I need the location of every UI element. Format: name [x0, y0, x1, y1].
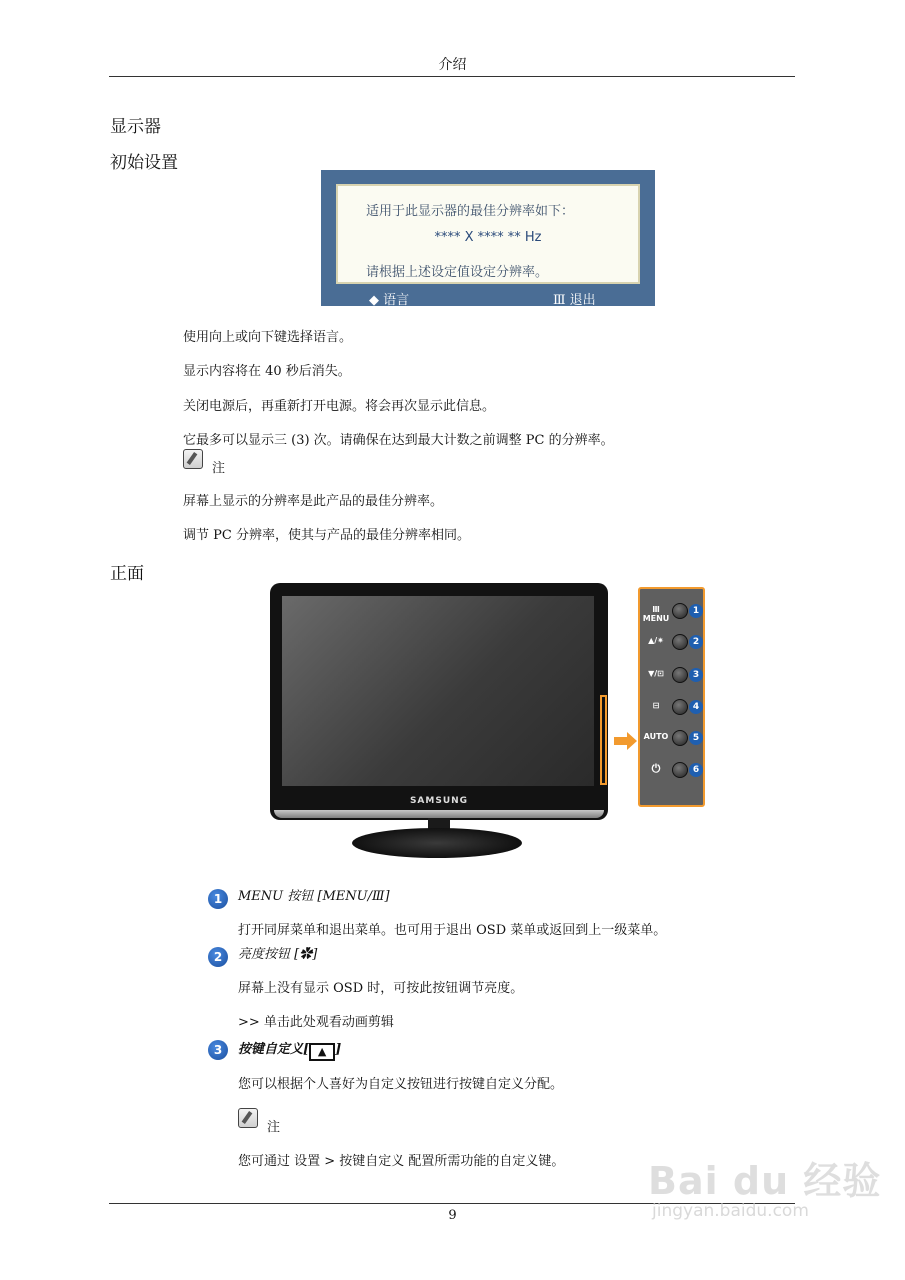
menu-icon: Ⅲ MENU: [642, 605, 670, 623]
baidu-watermark: [648, 1150, 881, 1221]
number-badge-1: 1: [208, 889, 228, 909]
panel-button-knob: [672, 603, 688, 619]
note-line: 屏幕上显示的分辨率是此产品的最佳分辨率。: [183, 494, 444, 509]
item-title-custom-key: [238, 1038, 341, 1061]
watermark-url: jingyan.baidu.com: [652, 1201, 809, 1221]
panel-number-badge: 3: [689, 668, 703, 682]
panel-number-badge: 2: [689, 635, 703, 649]
arrow-right-icon: [614, 737, 628, 745]
panel-number-badge: 4: [689, 700, 703, 714]
item-title-text: 按键自定义[: [238, 1042, 310, 1057]
panel-button-knob: [672, 699, 688, 715]
osd-resolution-value: **** X **** ** Hz: [434, 230, 542, 245]
item-title-brightness-button: 亮度按钮 [✿]: [238, 947, 318, 962]
section-title-monitor: 显示器: [110, 117, 161, 137]
item-desc: 打开同屏菜单和退出菜单。也可用于退出 OSD 菜单或返回到上一级菜单。: [238, 923, 667, 938]
monitor-screen: [282, 596, 594, 786]
section-title-front: 正面: [110, 564, 144, 584]
panel-button-down-custom: [640, 665, 703, 687]
enter-icon: ⊟: [652, 701, 660, 710]
note-line: 您可通过 设置 > 按键自定义 配置所需功能的自定义键。: [238, 1154, 565, 1169]
setup-paragraph: 使用向上或向下键选择语言。: [183, 330, 353, 345]
osd-message-box: [336, 184, 640, 284]
panel-button-knob: [672, 762, 688, 778]
panel-button-up-brightness: [640, 632, 703, 654]
panel-button-auto: [640, 728, 703, 750]
down-custom-icon: ▼/⊡: [648, 669, 664, 678]
monitor-brand-logo: SAMSUNG: [409, 796, 469, 806]
panel-button-enter: [640, 697, 703, 719]
setup-paragraph: 它最多可以显示三 (3) 次。请确保在达到最大计数之前调整 PC 的分辨率。: [183, 433, 614, 448]
page-header-title: 介绍: [438, 57, 467, 73]
button-area-highlight: [600, 695, 607, 785]
panel-number-badge: 6: [689, 763, 703, 777]
setup-paragraph: 显示内容将在 40 秒后消失。: [183, 364, 351, 379]
osd-resolution-dialog: [321, 170, 655, 306]
osd-line-1: 适用于此显示器的最佳分辨率如下：: [366, 204, 575, 219]
monitor-bottom-trim: [274, 810, 604, 818]
animation-clip-link[interactable]: >> 单击此处观看动画剪辑: [238, 1015, 394, 1030]
number-badge-3: 3: [208, 1040, 228, 1060]
watermark-logo-text: Bai du 经验: [648, 1159, 882, 1203]
control-button-panel: [638, 587, 705, 807]
up-brightness-icon: ▲/✷: [648, 636, 664, 645]
note-pencil-icon: [238, 1108, 258, 1128]
monitor-stand-base: [352, 828, 522, 858]
item-desc: 您可以根据个人喜好为自定义按钮进行按键自定义分配。: [238, 1077, 564, 1092]
power-icon: ⏻: [651, 762, 661, 775]
note-line: 调节 PC 分辨率，使其与产品的最佳分辨率相同。: [183, 528, 470, 543]
arrow-right-icon-head: [627, 732, 637, 750]
note-pencil-icon: [183, 449, 203, 469]
panel-button-knob: [672, 730, 688, 746]
item-desc: 屏幕上没有显示 OSD 时，可按此按钮调节亮度。: [238, 981, 524, 996]
note-label: 注: [212, 461, 226, 476]
panel-button-power: [640, 760, 703, 782]
section-title-initial-setup: 初始设置: [110, 153, 178, 173]
custom-key-icon: ▲: [309, 1043, 335, 1061]
panel-button-knob: [672, 667, 688, 683]
auto-label: AUTO: [643, 732, 669, 741]
number-badge-2: 2: [208, 947, 228, 967]
item-title-bracket: ]: [335, 1042, 342, 1057]
panel-button-knob: [672, 634, 688, 650]
header-rule: [109, 76, 795, 77]
osd-line-3: 请根据上述设定值设定分辨率。: [366, 265, 549, 280]
osd-language-hint: ◆ 语言: [369, 293, 410, 308]
panel-number-badge: 5: [689, 731, 703, 745]
note-label: 注: [267, 1120, 281, 1135]
panel-number-badge: 1: [689, 604, 703, 618]
osd-exit-hint: Ⅲ 退出: [553, 293, 596, 308]
page-number: 9: [448, 1208, 457, 1223]
setup-paragraph: 关闭电源后，再重新打开电源。将会再次显示此信息。: [183, 399, 496, 414]
item-title-menu-button: MENU 按钮 [MENU/Ⅲ]: [238, 889, 390, 904]
panel-button-menu: [640, 601, 703, 623]
